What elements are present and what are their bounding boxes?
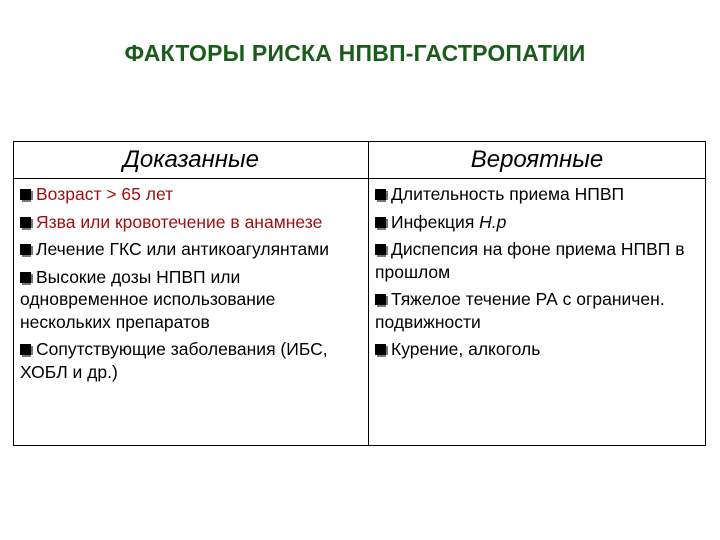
square-bullet-icon <box>20 344 31 355</box>
proven-item-text: Сопутствующие заболевания (ИБС, ХОБЛ и др.) <box>20 339 328 382</box>
table-header-row <box>14 142 706 179</box>
square-bullet-icon <box>20 189 31 200</box>
square-bullet-icon <box>375 189 386 200</box>
probable-item-smoking <box>375 338 699 361</box>
header-proven: Доказанные <box>14 142 369 179</box>
proven-cell <box>14 179 369 446</box>
probable-item-infection <box>375 211 699 234</box>
probable-item-text: Курение, алкоголь <box>391 339 541 359</box>
square-bullet-icon <box>375 294 386 305</box>
table-row <box>14 179 706 446</box>
square-bullet-icon <box>20 272 31 283</box>
proven-item-text: Высокие дозы НПВП или одновременное использование нескольких препаратов <box>20 266 276 332</box>
risk-factors-table <box>13 141 706 446</box>
proven-item-gcs <box>20 238 362 261</box>
square-bullet-icon <box>375 344 386 355</box>
header-probable: Вероятные <box>369 142 706 179</box>
proven-item-high-doses <box>20 266 362 334</box>
probable-item-text: Тяжелое течение РА с ограничен. подвижности <box>375 289 665 332</box>
probable-item-dyspepsia <box>375 238 699 283</box>
proven-item-age <box>20 183 362 206</box>
square-bullet-icon <box>375 244 386 255</box>
proven-item-text: Лечение ГКС или антикоагулянтами <box>36 239 330 259</box>
probable-item-text: Диспепсия на фоне приема НПВП в прошлом <box>375 239 685 282</box>
proven-item-text: Язва или кровотечение в анамнезе <box>36 211 323 232</box>
square-bullet-icon <box>20 244 31 255</box>
probable-item-duration <box>375 183 699 206</box>
probable-cell <box>369 179 706 446</box>
proven-item-comorbidities <box>20 338 362 383</box>
proven-item-ulcer <box>20 211 362 234</box>
probable-item-ra <box>375 288 699 333</box>
probable-item-text: Длительность приема НПВП <box>391 184 625 204</box>
proven-item-text: Возраст > 65 лет <box>36 184 174 204</box>
probable-item-hp: H.p <box>479 211 507 232</box>
page-title: ФАКТОРЫ РИСКА НПВП-ГАСТРОПАТИИ <box>124 40 586 66</box>
probable-item-text: Инфекция <box>391 211 480 232</box>
square-bullet-icon <box>20 217 31 228</box>
square-bullet-icon <box>375 217 386 228</box>
